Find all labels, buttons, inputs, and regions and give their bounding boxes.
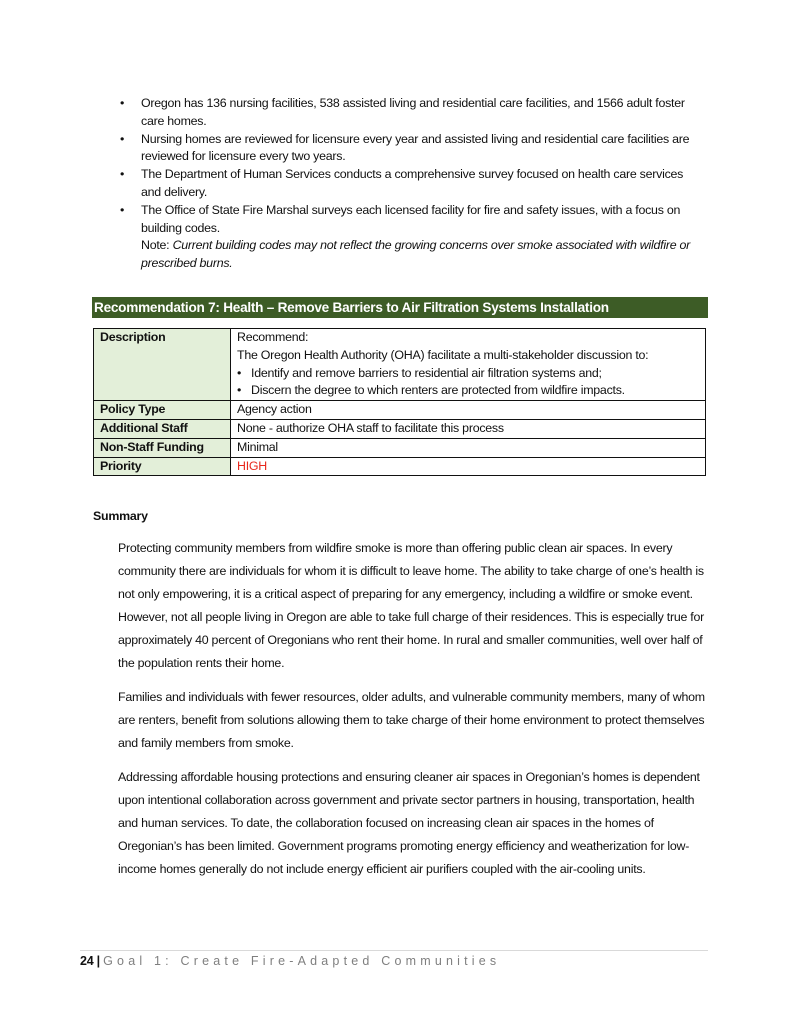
row-label: Priority bbox=[94, 457, 231, 476]
description-cell: Recommend: The Oregon Health Authority (OHA) facilitate a multi-stakeholder discussion to: • Identify and remove barriers to residential air filtration systems and; • Discern the degree to which renters are protected from wildfire impacts. bbox=[231, 329, 706, 401]
table-row bbox=[94, 438, 706, 457]
row-label: Description bbox=[94, 329, 231, 401]
bullet-icon: • bbox=[120, 167, 125, 182]
facility-bullet-list bbox=[120, 95, 700, 273]
summary-heading: Summary bbox=[93, 509, 148, 523]
list-item: • Oregon has 136 nursing facilities, 538 assisted living and residential care facilities, and 1566 adult foster care homes. bbox=[120, 96, 685, 128]
row-label: Non-Staff Funding bbox=[94, 438, 231, 457]
bullet-icon: • bbox=[237, 383, 242, 398]
paragraph: Addressing affordable housing protections and ensuring cleaner air spaces in Oregonian’s homes is dependent upon intentional collaboration across government and private sector partners in housing, transportation, health and human services. To date, the collaboration focused on increasing clean air spaces in the homes of Oregonian’s has been limited. Government programs promoting energy efficiency and weatherization for low-income homes generally do not include energy efficient air purifiers coupled with the air-cooling units. bbox=[118, 770, 700, 876]
paragraph: Protecting community members from wildfire smoke is more than offering public clean air spaces. In every community there are individuals for whom it is difficult to leave home. The ability to take charge of one’s health is not only empowering, it is a critical aspect of preparing for any emergency, including a wildfire or smoke event. However, not all people living in Oregon are able to take full charge of their residences. This is especially true for approximately 40 percent of Oregonians who rent their home. In rural and smaller communities, well over half of the population rents their home. bbox=[118, 541, 705, 670]
bullet-icon: • bbox=[237, 365, 242, 380]
bullet-icon: • bbox=[120, 131, 125, 146]
table-row bbox=[94, 457, 706, 476]
recommendation-heading: Recommendation 7: Health – Remove Barriers to Air Filtration Systems Installation bbox=[92, 297, 708, 318]
page-footer bbox=[80, 950, 708, 968]
list-item: • The Department of Human Services conducts a comprehensive survey focused on health care services and delivery. bbox=[120, 167, 684, 199]
list-item: • The Office of State Fire Marshal surveys each licensed facility for fire and safety issues, with a focus on building codes. Note: Current building codes may not reflect the growing concerns over smoke associated with wildfire or prescribed burns. bbox=[120, 202, 700, 273]
bullet-icon: • bbox=[120, 202, 125, 217]
row-value: None - authorize OHA staff to facilitate this process bbox=[231, 419, 706, 438]
page-number: 24 bbox=[80, 954, 94, 968]
row-label: Additional Staff bbox=[94, 419, 231, 438]
paragraph: Families and individuals with fewer resources, older adults, and vulnerable community members, many of whom are renters, benefit from solutions allowing them to take charge of their home environment to protect themselves and family members from smoke. bbox=[118, 690, 705, 750]
row-label: Policy Type bbox=[94, 401, 231, 420]
row-value: Minimal bbox=[231, 438, 706, 457]
list-item: • Nursing homes are reviewed for licensure every year and assisted living and residential care facilities are reviewed for licensure every two years. bbox=[120, 131, 690, 164]
note: Note: Current building codes may not reflect the growing concerns over smoke associated with wildfire or prescribed burns. bbox=[141, 238, 691, 271]
bullet-icon: • bbox=[120, 96, 125, 110]
recommendation-table bbox=[93, 328, 706, 476]
table-row bbox=[94, 419, 706, 438]
footer-separator: | bbox=[96, 954, 100, 968]
summary-body bbox=[118, 537, 710, 892]
table-row bbox=[94, 401, 706, 420]
table-row bbox=[94, 329, 706, 401]
list-item: • Identify and remove barriers to residential air filtration systems and; bbox=[237, 365, 699, 383]
list-item: • Discern the degree to which renters are protected from wildfire impacts. bbox=[237, 382, 699, 400]
footer-goal-title: Goal 1: Create Fire-Adapted Communities bbox=[103, 954, 501, 968]
row-value: Agency action bbox=[231, 401, 706, 420]
priority-value: HIGH bbox=[231, 457, 706, 476]
